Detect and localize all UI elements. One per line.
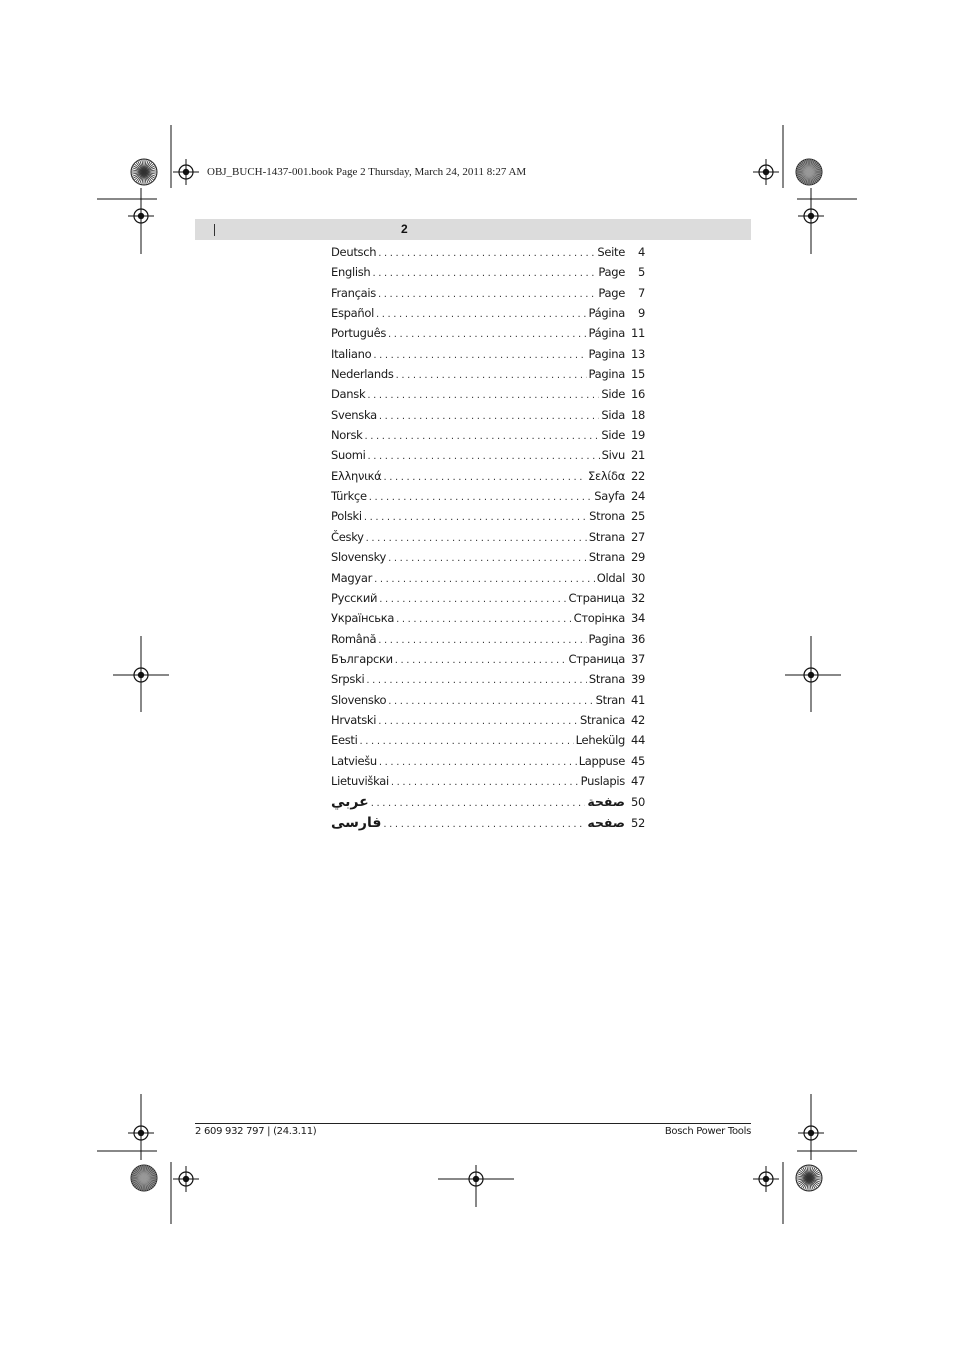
- toc-language: Español: [331, 306, 375, 321]
- toc-leader-dots: [379, 594, 566, 605]
- toc-page-number: 9: [637, 306, 645, 321]
- toc-language: Magyar: [331, 570, 373, 585]
- toc-language: Slovensky: [331, 550, 387, 565]
- color-registration-target-icon: [131, 1165, 157, 1191]
- toc-entry[interactable]: [331, 428, 645, 448]
- toc-entry[interactable]: [331, 733, 645, 753]
- toc-language: Eesti: [331, 733, 358, 748]
- toc-entry[interactable]: [331, 632, 645, 652]
- toc-page-word: Sivu: [601, 448, 625, 463]
- toc-page-word: Strana: [588, 672, 625, 687]
- toc-page-number: 7: [637, 285, 645, 300]
- toc-language: Italiano: [331, 346, 372, 361]
- toc-leader-dots: [383, 472, 586, 483]
- toc-entry[interactable]: [331, 693, 645, 713]
- toc-page-number: 27: [630, 529, 645, 544]
- toc-language: Türkçe: [331, 489, 367, 504]
- toc-leader-dots: [378, 289, 596, 300]
- toc-page-word: Sayfa: [594, 489, 625, 504]
- toc-leader-dots: [371, 798, 586, 809]
- toc-leader-dots: [395, 655, 567, 666]
- toc-page-word: Puslapis: [580, 773, 625, 788]
- toc-page-word: Page: [598, 265, 625, 280]
- toc-language: Polski: [331, 509, 362, 524]
- toc-language: فارسی: [331, 814, 382, 831]
- color-registration-target-icon: [796, 159, 822, 185]
- toc-page-number: 22: [630, 468, 645, 483]
- toc-leader-dots: [396, 370, 587, 381]
- toc-leader-dots: [374, 574, 595, 585]
- toc-page-number: 15: [630, 367, 645, 382]
- toc-entry[interactable]: [331, 652, 645, 672]
- toc-page-number: 32: [630, 590, 645, 605]
- toc-page-number: 42: [630, 712, 645, 727]
- toc-page-number: 47: [630, 773, 645, 788]
- toc-page-word: صفحة: [587, 794, 625, 810]
- toc-language: Deutsch: [331, 245, 377, 259]
- toc-entry[interactable]: [331, 713, 645, 733]
- toc-leader-dots: [366, 533, 587, 544]
- toc-page-number: 29: [630, 550, 645, 565]
- toc-page-number: 39: [630, 672, 645, 687]
- toc-page-word: Página: [588, 306, 625, 321]
- toc-leader-dots: [383, 819, 585, 830]
- toc-language: Suomi: [331, 448, 366, 463]
- toc-entry[interactable]: [331, 347, 645, 367]
- toc-leader-dots: [388, 696, 593, 707]
- toc-language: Norsk: [331, 428, 363, 443]
- toc-language: Română: [331, 631, 377, 646]
- toc-page-word: Pagina: [588, 346, 625, 361]
- toc-page-word: Stran: [595, 692, 625, 707]
- toc-language: Hrvatski: [331, 712, 377, 727]
- toc-page-word: Oldal: [596, 570, 625, 585]
- toc-page-number: 5: [637, 265, 645, 280]
- toc-entry[interactable]: [331, 489, 645, 509]
- toc-language: Latviešu: [331, 753, 377, 768]
- registration-crosshair-icon: [173, 159, 199, 185]
- toc-page-word: Lappuse: [578, 753, 625, 768]
- toc-language: عربي: [331, 794, 369, 811]
- toc-entry[interactable]: [331, 408, 645, 428]
- toc-leader-dots: [378, 635, 586, 646]
- toc-entry[interactable]: [331, 591, 645, 611]
- toc-leader-dots: [365, 431, 600, 442]
- toc-language: English: [331, 265, 371, 280]
- registration-crosshair-icon: [753, 1166, 779, 1192]
- toc-language: Česky: [331, 529, 364, 544]
- toc-page-number: 50: [630, 795, 645, 810]
- toc-entry[interactable]: [331, 672, 645, 692]
- toc-page-word: Sida: [601, 407, 625, 422]
- toc-page-number: 37: [630, 651, 645, 666]
- registration-crosshair-icon: [173, 1166, 199, 1192]
- toc-language: Français: [331, 285, 376, 300]
- table-of-contents: [331, 245, 645, 835]
- color-registration-target-icon: [131, 159, 157, 185]
- toc-entry[interactable]: [331, 611, 645, 631]
- toc-page-word: Lehekülg: [575, 733, 625, 748]
- toc-language: Русский: [331, 590, 378, 605]
- toc-language: Português: [331, 326, 387, 341]
- toc-page-number: 4: [637, 245, 645, 259]
- toc-page-number: 52: [630, 815, 645, 830]
- toc-entry[interactable]: [331, 326, 645, 346]
- toc-leader-dots: [396, 614, 572, 625]
- toc-page-word: Страница: [568, 651, 625, 666]
- toc-leader-dots: [379, 757, 577, 768]
- toc-leader-dots: [378, 248, 595, 259]
- toc-page-number: 11: [630, 326, 645, 341]
- toc-entry[interactable]: [331, 509, 645, 529]
- footer-rule: [195, 1123, 751, 1124]
- toc-language: Lietuviškai: [331, 773, 389, 788]
- toc-page-number: 16: [630, 387, 645, 402]
- toc-page-word: Página: [588, 326, 625, 341]
- toc-page-word: Strana: [588, 529, 625, 544]
- toc-page-word: Сторінка: [573, 611, 625, 626]
- toc-leader-dots: [388, 553, 587, 564]
- toc-page-word: Strana: [588, 550, 625, 565]
- toc-leader-dots: [364, 512, 587, 523]
- toc-entry[interactable]: [331, 754, 645, 774]
- toc-entry[interactable]: [331, 571, 645, 591]
- toc-entry[interactable]: [331, 469, 645, 489]
- registration-crosshair-icon: [753, 159, 779, 185]
- toc-page-word: صفحه: [587, 814, 625, 830]
- toc-entry[interactable]: [331, 306, 645, 326]
- toc-leader-dots: [378, 716, 578, 727]
- toc-entry[interactable]: [331, 367, 645, 387]
- toc-page-number: 21: [630, 448, 645, 463]
- toc-language: Svenska: [331, 407, 377, 422]
- toc-entry[interactable]: [331, 265, 645, 285]
- toc-leader-dots: [372, 268, 596, 279]
- toc-entry[interactable]: [331, 286, 645, 306]
- toc-page-number: 24: [630, 489, 645, 504]
- toc-language: Български: [331, 651, 393, 666]
- toc-leader-dots: [388, 329, 586, 340]
- toc-language: Slovensko: [331, 692, 387, 707]
- toc-page-number: 44: [630, 733, 645, 748]
- footer-document-number: 2 609 932 797 | (24.3.11): [195, 1126, 317, 1137]
- page-header-bar: [195, 219, 751, 240]
- page-number: 2: [401, 222, 408, 236]
- toc-entry[interactable]: [331, 530, 645, 550]
- toc-page-number: 45: [630, 753, 645, 768]
- toc-page-number: 30: [630, 570, 645, 585]
- toc-entry[interactable]: [331, 815, 645, 835]
- toc-page-word: Side: [601, 428, 625, 443]
- toc-page-word: Seite: [597, 245, 625, 259]
- toc-page-word: Stranica: [579, 712, 625, 727]
- toc-page-number: 41: [630, 692, 645, 707]
- toc-entry[interactable]: [331, 550, 645, 570]
- toc-entry[interactable]: [331, 448, 645, 468]
- toc-language: Ελληνικά: [331, 468, 382, 483]
- toc-leader-dots: [368, 451, 600, 462]
- toc-page-word: Σελίδα: [588, 468, 625, 483]
- toc-page-word: Side: [601, 387, 625, 402]
- toc-leader-dots: [391, 777, 579, 788]
- toc-language: Nederlands: [331, 367, 394, 382]
- toc-leader-dots: [367, 390, 599, 401]
- toc-leader-dots: [366, 675, 587, 686]
- toc-page-number: 36: [630, 631, 645, 646]
- toc-language: Srpski: [331, 672, 365, 687]
- page-number-divider: [214, 224, 215, 236]
- toc-page-number: 34: [630, 611, 645, 626]
- toc-language: Dansk: [331, 387, 366, 402]
- toc-page-number: 18: [630, 407, 645, 422]
- toc-page-word: Page: [598, 285, 625, 300]
- toc-leader-dots: [379, 411, 599, 422]
- toc-page-word: Strona: [589, 509, 625, 524]
- footer-brand: Bosch Power Tools: [664, 1126, 751, 1137]
- toc-page-number: 13: [630, 346, 645, 361]
- print-slug-line: OBJ_BUCH-1437-001.book Page 2 Thursday, March 24, 2011 8:27 AM: [207, 166, 527, 178]
- toc-entry[interactable]: [331, 794, 645, 814]
- toc-entry[interactable]: [331, 774, 645, 794]
- toc-page-number: 19: [630, 428, 645, 443]
- toc-page-number: 25: [630, 509, 645, 524]
- toc-entry[interactable]: [331, 245, 645, 265]
- toc-leader-dots: [369, 492, 593, 503]
- toc-leader-dots: [376, 309, 586, 320]
- toc-page-word: Страница: [568, 590, 625, 605]
- toc-page-word: Pagina: [588, 367, 625, 382]
- toc-page-word: Pagina: [588, 631, 625, 646]
- toc-entry[interactable]: [331, 387, 645, 407]
- toc-leader-dots: [360, 736, 574, 747]
- toc-leader-dots: [373, 350, 586, 361]
- toc-language: Українська: [331, 611, 395, 626]
- color-registration-target-icon: [796, 1165, 822, 1191]
